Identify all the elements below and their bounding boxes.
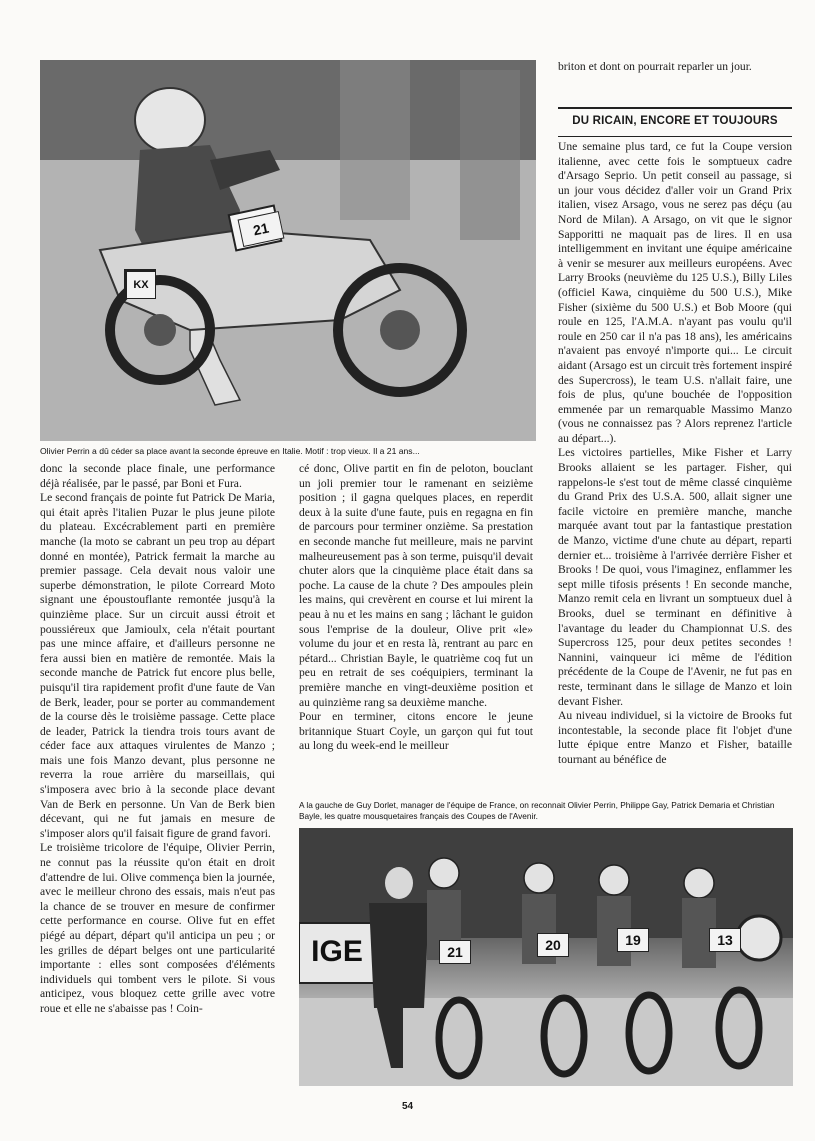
col3-paragraph-2: Les victoires partielles, Mike Fisher et Larry Brooks allaient se les partager. Fisher, qui rappelons-le s'est tout de même classé cinquième du Grand Prix des U.S.A. 500, allait signer une facile victoire en première manche, manche marquée avant tout par la fantastique prestation de Manzo, victime d'une chute au départ, reparti dernier et... troisième à l'arrivée derrière Fisher et Brooks ! De quoi, vous l'imaginez, enflammer les sept mille tifosis présents ! En seconde manche, Manzo remit cela en livrant un somptueux duel à Brooks, duel se terminant en définitive à l'avantage du leader du Championnat U.S. des Supercross 125, pour deux petites secondes ! Nannini, vainqueur ici même de l'édition précédente de la Coupe de l'Avenir, ne fut pas en reste, terminant dans le sillage de Manzo et loin devant Fisher. <box>558 446 792 708</box>
bike-side-label: KX <box>126 271 156 299</box>
col1-paragraph-3: Le troisième tricolore de l'équipe, Olivier Perrin, ne connut pas la réussite qu'on était en droit d'attendre de lui. Olive commença bien la journée, avec le meilleur chrono des essais, mais n'eut pas la chance de se trouver en mesure de confirmer cette performance en course. Olive fut en effet piégé au départ, départ qu'il anticipa un peu ; or les grilles de départ belges ont une particularité importante : elles sont composées d'éléments individuels qui tombent vers le pilote. Si vous anticipez, vous bloquez cette grille avec votre roue et elle ne s'abaisse pas ! Coin- <box>40 841 275 1015</box>
banner-lettering: IGE <box>311 935 363 968</box>
section-heading-box <box>558 107 792 137</box>
col3-paragraph-3: Au niveau individuel, si la victoire de Brooks fut incontestable, la seconde place fit l'objet d'une lutte épique entre Manzo et Fisher, bataille tournant au bénéfice de <box>558 709 792 766</box>
number-plate-2: 20 <box>537 933 569 957</box>
section-heading: DU RICAIN, ENCORE ET TOUJOURS <box>572 115 778 127</box>
col1-paragraph-2: Le second français de pointe fut Patrick De Maria, qui était après l'italien Puzar le plus jeune pilote du plateau. Excécrablement parti en première manche (la moto se cabrant un peu trop au départ donné en montée), Patrick fermait la marche au premier passage. Cela devait nous valoir une superbe démonstration, le pilote Correard Moto signant une époustouflante remontée jusqu'à la quinzième place. Sur un circuit aussi étroit et poussiéreux que Jamioulx, cela n'était pourtant pas une mince affaire, et d'ailleurs personne ne fera aussi bien en matière de remontée. Mais la seconde manche de Patrick fut encore plus belle, puisqu'il tira rapidement profit d'une faute de Van de Berk, leader, pour se porter au commandement de la course dès le troisième passage. Cette place de leader, Patrick la tiendra trois tours avant de céder face aux attaques virulentes de Manzo ; mais une fois Manzo devant, plus personne ne reverra la roue arrière du marseillais, qui s'imposera avec brio à la seconde place devant Van de Berk en personne. Un Van de Berk bien décevant, qui ne fut jamais en mesure de s'imposer alors qu'il faisait figure de grand favori. <box>40 491 275 840</box>
number-plate-4: 13 <box>709 928 741 952</box>
top-photo-caption: Olivier Perrin a dû céder sa place avant la seconde épreuve en Italie. Motif : trop vieux. Il a 21 ans... <box>40 446 420 456</box>
number-plate-3: 19 <box>617 928 649 952</box>
number-plate-1: 21 <box>439 940 471 964</box>
article-column-3 <box>558 140 792 768</box>
bike-number-plate: 21 <box>238 211 285 247</box>
article-column-1 <box>40 462 275 1017</box>
col1-paragraph-1: donc la seconde place finale, une performance déjà réalisée, par le passé, par Boni et Fura. <box>40 462 275 490</box>
motocross-rider-photo <box>40 60 536 441</box>
col3-lead-text: briton et dont on pourrait reparler un jour. <box>558 60 752 73</box>
rider-illustration <box>40 60 536 441</box>
bottom-photo-caption: A la gauche de Guy Dorlet, manager de l'équipe de France, on reconnait Olivier Perrin, Philippe Gay, Patrick Demaria et Christian Bayle, les quatre mousquetaires français des Coupes de l'Avenir. <box>299 800 775 821</box>
article-column-2 <box>299 462 533 754</box>
article-column-3-top <box>558 60 792 75</box>
col2-paragraph-2: Pour en terminer, citons encore le jeune britannique Stuart Coyle, un garçon qui fut tout au long du week-end le meilleur <box>299 710 533 753</box>
col3-paragraph-1: Une semaine plus tard, ce fut la Coupe version italienne, avec cette fois le somptueux cadre d'Arsago Seprio. Un petit conseil au passage, si un jour vous décidez d'aller voir un Grand Prix italien, visez Arsago, vous ne serez pas déçu (au Nord de Milan). A Arsago, on vit que le signor Sapporitti ne maquait pas de lires. Il en usa intelligemment en invitant une équipe américaine à venir se mesurer aux meilleurs européens. Avec Larry Brooks (neuvième du 125 U.S.), Billy Liles (officiel Kawa, cinquième du 500 U.S.), Mike Fisher (sixième du 500 U.S.) et Bob Moore (qui roule en 125, l'A.M.A. n'ayant pas voulu qu'il roule en 250 car il n'a pas 18 ans), les américains n'avaient pas envoyé n'importe qui... Le circuit aidant (Arsago est un circuit très fortement inspiré des Supercross), le team U.S. n'allait faire, une fois de plus, qu'une bouchée de l'opposition emmenée par un remarquable Massimo Manzo (vous ne connaissez pas ? Alors reprenez l'article au départ...). <box>558 140 792 445</box>
col2-paragraph-1: cé donc, Olive partit en fin de peloton, bouclant un joli premier tour le ramenant en seizième position ; il gagna quelques places, en reperdit deux à la suite d'une faute, puis en regagna en fin de parcours pour terminer onzième. Sa prestation en seconde manche fut meilleure, mais ne parvint malheureusement pas à son terme, puisqu'il devait chuter alors que la cinquième place était dans sa poche. La cause de la chute ? Des ampoules plein les mains, qui crevèrent en course et lui mirent la peau à nu et les mains en sang ; lâchant le guidon sous l'emprise de la douleur, Olive prit «le» volume du jour et en resta là, rentrant au parc en pétard... Christian Bayle, le quatrième coq fut un peu en retrait de ses coéquipiers, terminant la première manche en vingt-deuxième position et au quinzième rang sa deuxième manche. <box>299 462 533 709</box>
team-france-photo <box>299 828 793 1086</box>
page-number: 54 <box>401 1101 414 1112</box>
